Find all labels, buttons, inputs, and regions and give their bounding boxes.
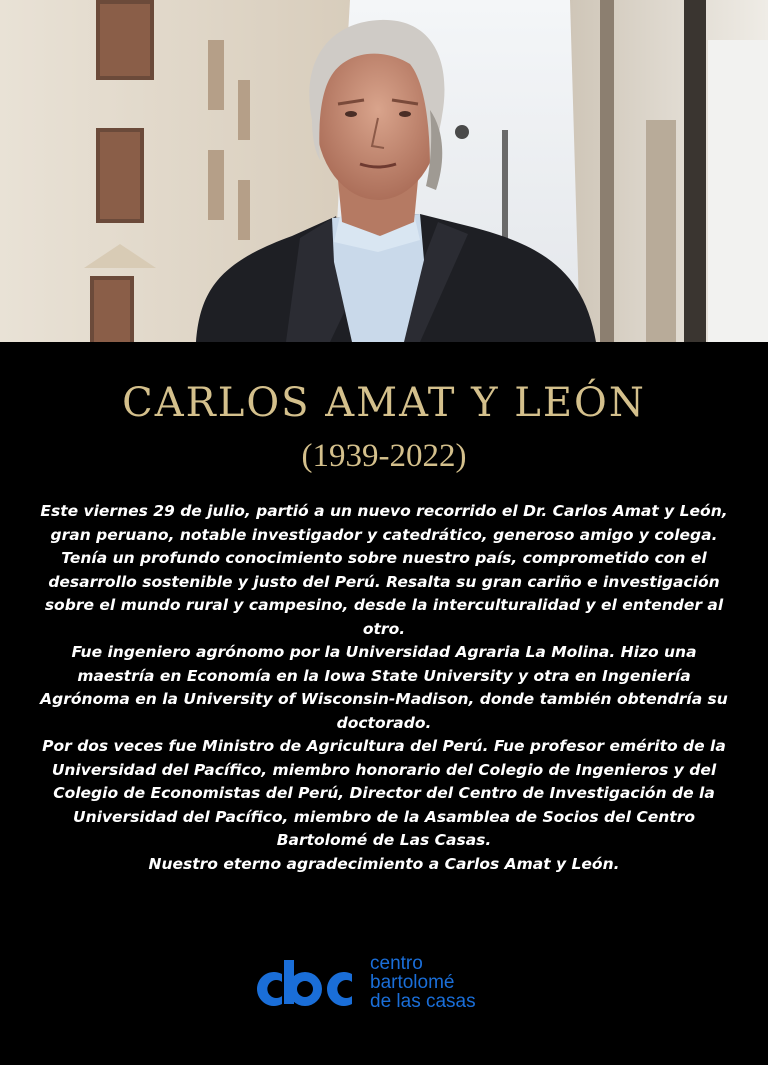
logo-line-de-las-casas: de las casas [370, 991, 476, 1012]
logo-line-centro: centro [370, 953, 423, 974]
bio-paragraph: Por dos veces fue Ministro de Agricultura del Perú. Fue profesor emérito de la Universidad del Pacífico, miembro honorario del Colegio de Ingenieros y del Colegio de Economistas del Perú, Director del Centro de Investigación de la Universidad del Pacífico, miembro de la Asamblea de Socios del Centro Bartolomé de Las Casas. [42, 737, 726, 849]
bio-paragraph: Este viernes 29 de julio, partió a un nuevo recorrido el Dr. Carlos Amat y León, gran peruano, notable investigador y catedrático, generoso amigo y colega. Tenía un profundo conocimiento sobre nuestro país, comprometido con el desarrollo sostenible y justo del Perú. Resalta su gran cariño e investigación sobre el mundo rural y campesino, desde la interculturalidad y el entender al otro. [40, 502, 728, 638]
cbc-logo-text [370, 954, 530, 1011]
logo-line-bartolome: bartolomé [370, 972, 455, 993]
life-years: (1939-2022) [301, 438, 467, 474]
person-name: CARLOS AMAT Y LEÓN [122, 380, 646, 426]
cbc-logo-mark [252, 960, 358, 1018]
memorial-panel [0, 342, 768, 1065]
biography-text [40, 500, 728, 876]
portrait-photo [0, 0, 768, 342]
bio-paragraph: Nuestro eterno agradecimiento a Carlos Amat y León. [148, 854, 620, 873]
bio-paragraph: Fue ingeniero agrónomo por la Universidad Agraria La Molina. Hizo una maestría en Economía en la Iowa State University y otra en Ingeniería Agrónoma en la University of Wisconsin-Madison, donde también obtendría su doctorado. [40, 643, 728, 732]
cbc-logo [252, 954, 522, 1024]
